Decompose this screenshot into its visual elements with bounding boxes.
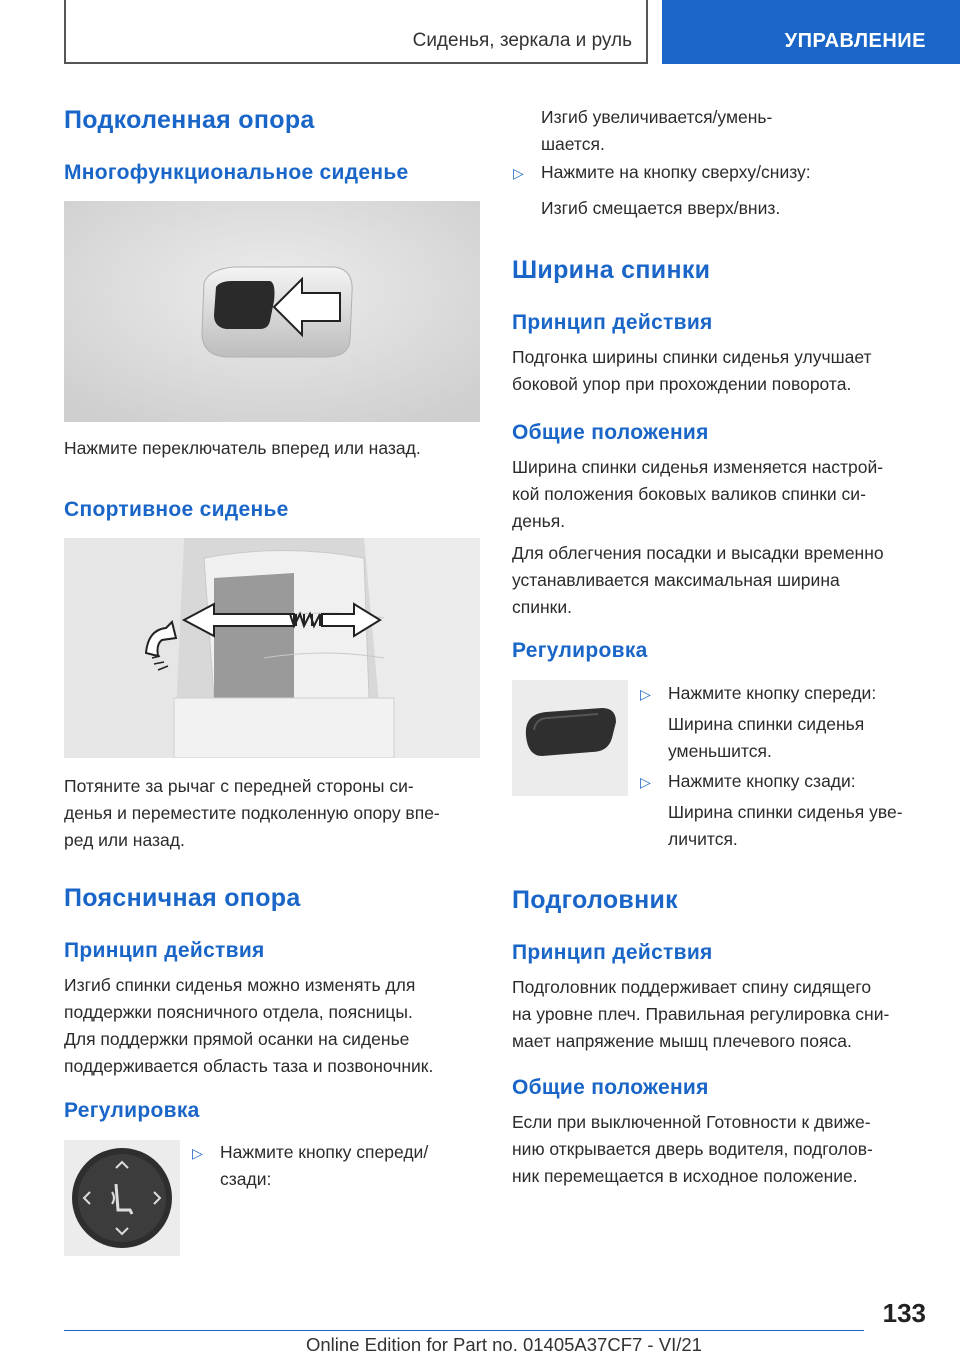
chapter-title: УПРАВЛЕНИЕ xyxy=(784,30,926,52)
section-title: Сиденья, зеркала и руль xyxy=(412,30,632,51)
running-header xyxy=(64,0,648,64)
text-general-line5: устанавливается максимальная ширина xyxy=(512,570,840,590)
text-sport-line1: Потяните за рычаг с передней стороны си- xyxy=(64,776,414,796)
bullet-item xyxy=(513,165,524,183)
heading-principle: Принцип действия xyxy=(512,941,713,964)
text-headrest-line1: Подголовник поддерживает спину сидящего xyxy=(512,977,872,997)
heading-adjust-left: Регулировка xyxy=(64,1099,200,1122)
text-hg-line3: ник перемещается в исходное положение. xyxy=(512,1166,858,1186)
triangle-right-icon: ▷ xyxy=(192,1145,203,1161)
text-headrest-line3: мает напряжение мышц плечевого пояса. xyxy=(512,1031,852,1051)
heading-backrest-width: Ширина спинки xyxy=(512,256,711,284)
bullet-back-result1: Ширина спинки сиденья уве- xyxy=(668,802,903,822)
chapter-tab[interactable] xyxy=(662,0,960,64)
figure-knee-switch xyxy=(64,201,480,422)
figure-lumbar-button xyxy=(64,1140,180,1256)
heading-headrest: Подголовник xyxy=(512,886,678,914)
bullet-text-line1: Нажмите кнопку спереди/ xyxy=(220,1142,429,1162)
heading-principle: Принцип действия xyxy=(64,939,265,962)
text-lumbar-line1: Изгиб спинки сиденья можно изменять для xyxy=(64,975,416,995)
footer-divider xyxy=(64,1330,864,1331)
text-general-line3: денья. xyxy=(512,511,566,531)
text-width-line1: Подгонка ширины спинки сиденья улучшает xyxy=(512,347,872,367)
text-multi: Нажмите переключатель вперед или назад. xyxy=(64,438,421,458)
text-cont-line2: шается. xyxy=(541,134,605,154)
bullet-front-result1: Ширина спинки сиденья xyxy=(668,714,865,734)
bullet-item xyxy=(640,774,651,792)
triangle-right-icon: ▷ xyxy=(513,165,524,181)
text-sport-line2: денья и переместите подколенную опору впе- xyxy=(64,803,440,823)
bullet-text: Нажмите на кнопку сверху/снизу: xyxy=(541,162,811,182)
heading-sport-seat: Спортивное сиденье xyxy=(64,498,289,521)
bullet-front-result2: уменьшится. xyxy=(668,741,772,761)
bullet-back-result2: личится. xyxy=(668,829,738,849)
page-number: 133 xyxy=(882,1298,926,1328)
text-headrest-line2: на уровне плеч. Правильная регулировка сни- xyxy=(512,1004,890,1024)
heading-principle: Принцип действия xyxy=(512,311,713,334)
text-width-line2: боковой упор при прохождении поворота. xyxy=(512,374,852,394)
heading-general: Общие положения xyxy=(512,1076,709,1099)
triangle-right-icon: ▷ xyxy=(640,774,651,790)
text-hg-line1: Если при выключенной Готовности к движе- xyxy=(512,1112,871,1132)
text-lumbar-line4: поддерживается область таза и позвоночник. xyxy=(64,1056,434,1076)
heading-adjust-right: Регулировка xyxy=(512,639,648,662)
text-general-line6: спинки. xyxy=(512,597,572,617)
text-general-line2: кой положения боковых валиков спинки си- xyxy=(512,484,866,504)
text-sport-line3: ред или назад. xyxy=(64,830,185,850)
bullet-item xyxy=(192,1145,203,1163)
bullet-text-line2: сзади: xyxy=(220,1169,272,1189)
text-cont-line1: Изгиб увеличивается/умень- xyxy=(541,107,773,127)
text-general-line1: Ширина спинки сиденья изменяется настрой- xyxy=(512,457,884,477)
triangle-right-icon: ▷ xyxy=(640,686,651,702)
edition-text: Online Edition for Part no. 01405A37CF7 - VI/21 xyxy=(306,1334,702,1355)
heading-lumbar-support: Поясничная опора xyxy=(64,884,301,912)
text-hg-line2: нию открывается дверь водителя, подголов- xyxy=(512,1139,873,1159)
bullet-item xyxy=(640,686,651,704)
heading-multifunction-seat: Многофункциональное сиденье xyxy=(64,161,409,184)
figure-width-button xyxy=(512,680,628,796)
text-general-line4: Для облегчения посадки и высадки временно xyxy=(512,543,884,563)
text-lumbar-line2: поддержки поясничного отдела, поясницы. xyxy=(64,1002,413,1022)
figure-sport-seat xyxy=(64,538,480,758)
text-lumbar-line3: Для поддержки прямой осанки на сиденье xyxy=(64,1029,410,1049)
bullet-front-text: Нажмите кнопку спереди: xyxy=(668,683,877,703)
heading-general: Общие положения xyxy=(512,421,709,444)
bullet-back-text: Нажмите кнопку сзади: xyxy=(668,771,856,791)
heading-knee-support: Подколенная опора xyxy=(64,106,315,134)
bullet-result: Изгиб смещается вверх/вниз. xyxy=(541,198,781,218)
